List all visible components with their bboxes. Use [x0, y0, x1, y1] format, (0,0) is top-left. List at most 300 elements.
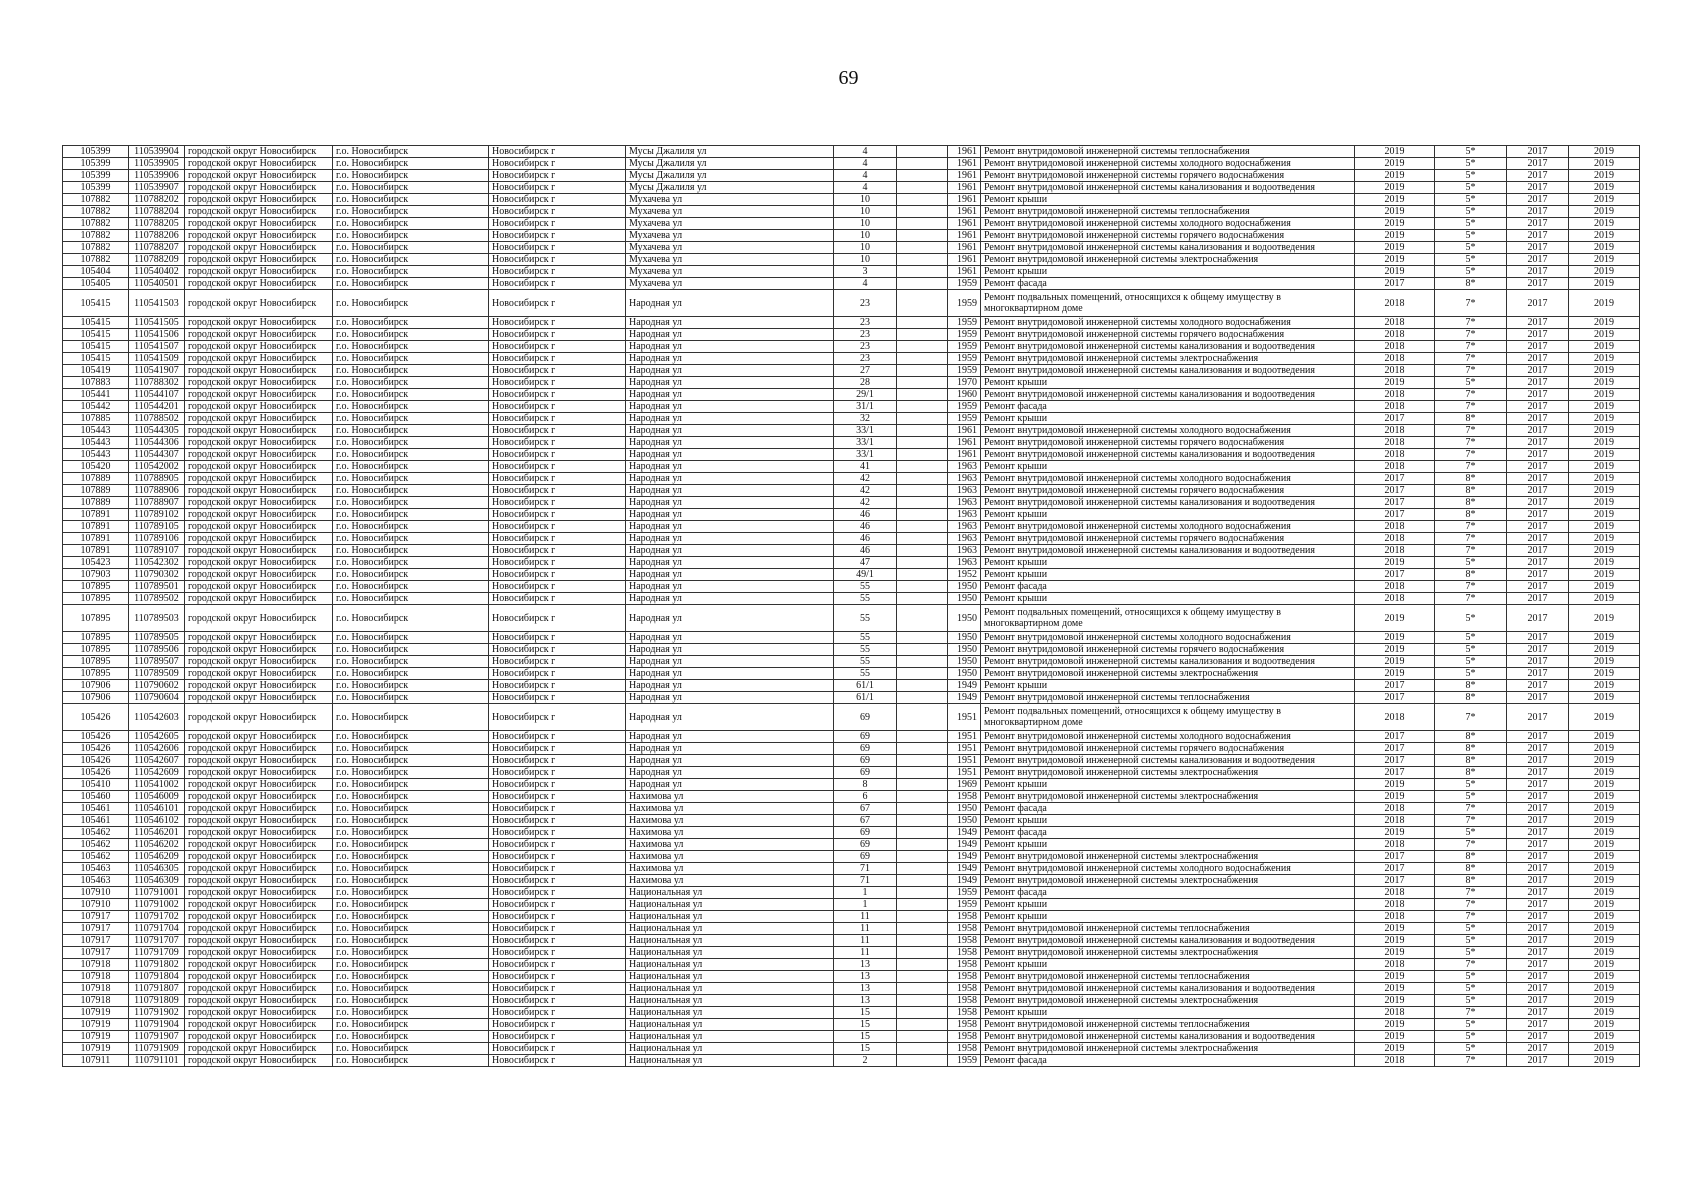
year-built-cell: 1951: [948, 704, 981, 731]
municipality-cell: г.о. Новосибирск: [333, 581, 489, 593]
municipality-cell: г.о. Новосибирск: [333, 146, 489, 158]
house-id-cell: 107919: [63, 1031, 129, 1043]
work-type-cell: Ремонт внутридомовой инженерной системы холодного водоснабжения: [981, 632, 1355, 644]
work-id-cell: 110791809: [129, 995, 185, 1007]
planned-year-cell: 2018: [1355, 533, 1435, 545]
locality-cell: Новосибирск г: [489, 329, 626, 341]
house-number-cell: 69: [834, 767, 897, 779]
planned-year-cell: 2017: [1355, 851, 1435, 863]
planned-year-cell: 2018: [1355, 899, 1435, 911]
table-row: [63, 995, 1640, 1007]
building-cell: [897, 779, 948, 791]
street-cell: Нахимова ул: [626, 851, 834, 863]
house-number-cell: 4: [834, 146, 897, 158]
period-start-cell: 2017: [1507, 341, 1569, 353]
house-id-cell: 105420: [63, 461, 129, 473]
municipal-district-cell: городской округ Новосибирск: [185, 461, 333, 473]
building-cell: [897, 803, 948, 815]
planned-year-cell: 2019: [1355, 935, 1435, 947]
work-type-cell: Ремонт внутридомовой инженерной системы канализования и водоотведения: [981, 182, 1355, 194]
municipal-district-cell: городской округ Новосибирск: [185, 899, 333, 911]
municipal-district-cell: городской округ Новосибирск: [185, 182, 333, 194]
municipality-cell: г.о. Новосибирск: [333, 779, 489, 791]
planned-year-cell: 2017: [1355, 278, 1435, 290]
municipal-district-cell: городской округ Новосибирск: [185, 959, 333, 971]
municipality-cell: г.о. Новосибирск: [333, 497, 489, 509]
priority-cell: 7*: [1435, 803, 1507, 815]
table-row: [63, 425, 1640, 437]
priority-cell: 7*: [1435, 533, 1507, 545]
municipality-cell: г.о. Новосибирск: [333, 437, 489, 449]
municipality-cell: г.о. Новосибирск: [333, 158, 489, 170]
house-id-cell: 107895: [63, 605, 129, 632]
period-end-cell: 2019: [1569, 413, 1640, 425]
municipal-district-cell: городской округ Новосибирск: [185, 851, 333, 863]
table-row: [63, 656, 1640, 668]
table-row: [63, 815, 1640, 827]
work-id-cell: 110791904: [129, 1019, 185, 1031]
locality-cell: Новосибирск г: [489, 1055, 626, 1067]
street-cell: Народная ул: [626, 509, 834, 521]
table-row: [63, 401, 1640, 413]
street-cell: Народная ул: [626, 755, 834, 767]
locality-cell: Новосибирск г: [489, 875, 626, 887]
municipality-cell: г.о. Новосибирск: [333, 743, 489, 755]
municipality-cell: г.о. Новосибирск: [333, 557, 489, 569]
house-id-cell: 107917: [63, 947, 129, 959]
municipality-cell: г.о. Новосибирск: [333, 170, 489, 182]
year-built-cell: 1949: [948, 863, 981, 875]
period-start-cell: 2017: [1507, 1007, 1569, 1019]
table-row: [63, 827, 1640, 839]
work-type-cell: Ремонт крыши: [981, 779, 1355, 791]
municipal-district-cell: городской округ Новосибирск: [185, 557, 333, 569]
priority-cell: 7*: [1435, 401, 1507, 413]
municipality-cell: г.о. Новосибирск: [333, 983, 489, 995]
building-cell: [897, 692, 948, 704]
priority-cell: 8*: [1435, 851, 1507, 863]
year-built-cell: 1963: [948, 461, 981, 473]
house-id-cell: 105415: [63, 353, 129, 365]
municipal-district-cell: городской округ Новосибирск: [185, 533, 333, 545]
municipality-cell: г.о. Новосибирск: [333, 899, 489, 911]
house-id-cell: 105426: [63, 704, 129, 731]
house-id-cell: 105405: [63, 278, 129, 290]
work-id-cell: 110542609: [129, 767, 185, 779]
locality-cell: Новосибирск г: [489, 389, 626, 401]
year-built-cell: 1959: [948, 899, 981, 911]
work-id-cell: 110788905: [129, 473, 185, 485]
street-cell: Национальная ул: [626, 1031, 834, 1043]
period-end-cell: 2019: [1569, 485, 1640, 497]
period-start-cell: 2017: [1507, 743, 1569, 755]
house-id-cell: 107919: [63, 1043, 129, 1055]
house-number-cell: 69: [834, 827, 897, 839]
planned-year-cell: 2017: [1355, 767, 1435, 779]
house-id-cell: 107889: [63, 485, 129, 497]
work-type-cell: Ремонт внутридомовой инженерной системы холодного водоснабжения: [981, 317, 1355, 329]
table-row: [63, 497, 1640, 509]
period-start-cell: 2017: [1507, 668, 1569, 680]
work-id-cell: 110791001: [129, 887, 185, 899]
street-cell: Нахимова ул: [626, 791, 834, 803]
work-type-cell: Ремонт внутридомовой инженерной системы канализования и водоотведения: [981, 935, 1355, 947]
priority-cell: 7*: [1435, 437, 1507, 449]
planned-year-cell: 2017: [1355, 509, 1435, 521]
street-cell: Национальная ул: [626, 887, 834, 899]
work-type-cell: Ремонт внутридомовой инженерной системы электроснабжения: [981, 995, 1355, 1007]
house-number-cell: 23: [834, 341, 897, 353]
municipality-cell: г.о. Новосибирск: [333, 509, 489, 521]
house-id-cell: 105442: [63, 401, 129, 413]
municipal-district-cell: городской округ Новосибирск: [185, 1031, 333, 1043]
year-built-cell: 1961: [948, 194, 981, 206]
municipal-district-cell: городской округ Новосибирск: [185, 863, 333, 875]
planned-year-cell: 2018: [1355, 959, 1435, 971]
planned-year-cell: 2018: [1355, 329, 1435, 341]
building-cell: [897, 1055, 948, 1067]
municipality-cell: г.о. Новосибирск: [333, 839, 489, 851]
street-cell: Народная ул: [626, 632, 834, 644]
table-row: [63, 377, 1640, 389]
house-id-cell: 105443: [63, 437, 129, 449]
year-built-cell: 1949: [948, 692, 981, 704]
house-number-cell: 10: [834, 218, 897, 230]
table-row: [63, 485, 1640, 497]
work-id-cell: 110788209: [129, 254, 185, 266]
period-start-cell: 2017: [1507, 509, 1569, 521]
municipal-district-cell: городской округ Новосибирск: [185, 791, 333, 803]
locality-cell: Новосибирск г: [489, 839, 626, 851]
planned-year-cell: 2018: [1355, 1055, 1435, 1067]
house-id-cell: 107910: [63, 887, 129, 899]
work-id-cell: 110542605: [129, 731, 185, 743]
house-id-cell: 105443: [63, 449, 129, 461]
municipal-district-cell: городской округ Новосибирск: [185, 605, 333, 632]
table-row: [63, 899, 1640, 911]
house-id-cell: 107882: [63, 206, 129, 218]
street-cell: Народная ул: [626, 377, 834, 389]
table-row: [63, 290, 1640, 317]
municipal-district-cell: городской округ Новосибирск: [185, 911, 333, 923]
house-number-cell: 71: [834, 863, 897, 875]
street-cell: Национальная ул: [626, 971, 834, 983]
house-number-cell: 31/1: [834, 401, 897, 413]
table-row: [63, 704, 1640, 731]
municipal-district-cell: городской округ Новосибирск: [185, 632, 333, 644]
building-cell: [897, 437, 948, 449]
locality-cell: Новосибирск г: [489, 692, 626, 704]
work-id-cell: 110542607: [129, 755, 185, 767]
work-type-cell: Ремонт внутридомовой инженерной системы электроснабжения: [981, 791, 1355, 803]
priority-cell: 7*: [1435, 581, 1507, 593]
street-cell: Национальная ул: [626, 959, 834, 971]
house-id-cell: 105441: [63, 389, 129, 401]
year-built-cell: 1969: [948, 779, 981, 791]
planned-year-cell: 2017: [1355, 863, 1435, 875]
work-id-cell: 110546305: [129, 863, 185, 875]
municipal-district-cell: городской округ Новосибирск: [185, 731, 333, 743]
table-row: [63, 887, 1640, 899]
period-start-cell: 2017: [1507, 182, 1569, 194]
house-number-cell: 4: [834, 182, 897, 194]
municipal-district-cell: городской округ Новосибирск: [185, 779, 333, 791]
year-built-cell: 1958: [948, 791, 981, 803]
building-cell: [897, 632, 948, 644]
planned-year-cell: 2019: [1355, 983, 1435, 995]
year-built-cell: 1961: [948, 218, 981, 230]
municipality-cell: г.о. Новосибирск: [333, 473, 489, 485]
municipality-cell: г.о. Новосибирск: [333, 266, 489, 278]
period-end-cell: 2019: [1569, 803, 1640, 815]
house-id-cell: 107918: [63, 971, 129, 983]
period-end-cell: 2019: [1569, 743, 1640, 755]
house-number-cell: 10: [834, 242, 897, 254]
planned-year-cell: 2017: [1355, 569, 1435, 581]
priority-cell: 7*: [1435, 290, 1507, 317]
municipality-cell: г.о. Новосибирск: [333, 218, 489, 230]
municipality-cell: г.о. Новосибирск: [333, 656, 489, 668]
street-cell: Народная ул: [626, 401, 834, 413]
municipal-district-cell: городской округ Новосибирск: [185, 827, 333, 839]
planned-year-cell: 2018: [1355, 803, 1435, 815]
locality-cell: Новосибирск г: [489, 146, 626, 158]
work-type-cell: Ремонт внутридомовой инженерной системы электроснабжения: [981, 254, 1355, 266]
priority-cell: 5*: [1435, 923, 1507, 935]
municipal-district-cell: городской округ Новосибирск: [185, 644, 333, 656]
house-number-cell: 69: [834, 839, 897, 851]
municipality-cell: г.о. Новосибирск: [333, 425, 489, 437]
house-number-cell: 13: [834, 983, 897, 995]
period-start-cell: 2017: [1507, 947, 1569, 959]
house-number-cell: 13: [834, 971, 897, 983]
locality-cell: Новосибирск г: [489, 668, 626, 680]
work-id-cell: 110791707: [129, 935, 185, 947]
period-end-cell: 2019: [1569, 329, 1640, 341]
house-id-cell: 107891: [63, 509, 129, 521]
house-id-cell: 105461: [63, 803, 129, 815]
period-start-cell: 2017: [1507, 923, 1569, 935]
locality-cell: Новосибирск г: [489, 731, 626, 743]
work-type-cell: Ремонт крыши: [981, 839, 1355, 851]
period-start-cell: 2017: [1507, 569, 1569, 581]
house-id-cell: 105426: [63, 743, 129, 755]
house-number-cell: 55: [834, 644, 897, 656]
municipal-district-cell: городской округ Новосибирск: [185, 437, 333, 449]
house-number-cell: 61/1: [834, 692, 897, 704]
year-built-cell: 1961: [948, 242, 981, 254]
planned-year-cell: 2019: [1355, 1043, 1435, 1055]
period-end-cell: 2019: [1569, 779, 1640, 791]
priority-cell: 5*: [1435, 206, 1507, 218]
table-row: [63, 1031, 1640, 1043]
repair-program-table: [62, 145, 1640, 1067]
period-end-cell: 2019: [1569, 521, 1640, 533]
priority-cell: 5*: [1435, 983, 1507, 995]
house-id-cell: 107889: [63, 473, 129, 485]
period-start-cell: 2017: [1507, 545, 1569, 557]
municipality-cell: г.о. Новосибирск: [333, 692, 489, 704]
work-type-cell: Ремонт фасада: [981, 581, 1355, 593]
priority-cell: 7*: [1435, 1055, 1507, 1067]
street-cell: Народная ул: [626, 341, 834, 353]
building-cell: [897, 935, 948, 947]
period-end-cell: 2019: [1569, 593, 1640, 605]
work-id-cell: 110540402: [129, 266, 185, 278]
planned-year-cell: 2017: [1355, 413, 1435, 425]
year-built-cell: 1959: [948, 401, 981, 413]
house-id-cell: 105415: [63, 317, 129, 329]
municipal-district-cell: городской округ Новосибирск: [185, 425, 333, 437]
year-built-cell: 1961: [948, 146, 981, 158]
year-built-cell: 1961: [948, 170, 981, 182]
planned-year-cell: 2018: [1355, 461, 1435, 473]
work-id-cell: 110791002: [129, 899, 185, 911]
work-type-cell: Ремонт внутридомовой инженерной системы канализования и водоотведения: [981, 242, 1355, 254]
period-end-cell: 2019: [1569, 353, 1640, 365]
work-id-cell: 110791907: [129, 1031, 185, 1043]
period-start-cell: 2017: [1507, 206, 1569, 218]
period-start-cell: 2017: [1507, 389, 1569, 401]
work-type-cell: Ремонт внутридомовой инженерной системы горячего водоснабжения: [981, 230, 1355, 242]
building-cell: [897, 569, 948, 581]
period-start-cell: 2017: [1507, 485, 1569, 497]
street-cell: Национальная ул: [626, 923, 834, 935]
house-number-cell: 46: [834, 521, 897, 533]
period-end-cell: 2019: [1569, 959, 1640, 971]
planned-year-cell: 2019: [1355, 644, 1435, 656]
municipal-district-cell: городской округ Новосибирск: [185, 704, 333, 731]
municipality-cell: г.о. Новосибирск: [333, 278, 489, 290]
locality-cell: Новосибирск г: [489, 887, 626, 899]
street-cell: Народная ул: [626, 743, 834, 755]
period-end-cell: 2019: [1569, 1019, 1640, 1031]
period-end-cell: 2019: [1569, 389, 1640, 401]
locality-cell: Новосибирск г: [489, 995, 626, 1007]
work-type-cell: Ремонт внутридомовой инженерной системы горячего водоснабжения: [981, 329, 1355, 341]
period-start-cell: 2017: [1507, 983, 1569, 995]
building-cell: [897, 668, 948, 680]
building-cell: [897, 377, 948, 389]
work-id-cell: 110791909: [129, 1043, 185, 1055]
street-cell: Мухачева ул: [626, 230, 834, 242]
house-id-cell: 105399: [63, 158, 129, 170]
house-number-cell: 3: [834, 266, 897, 278]
street-cell: Народная ул: [626, 668, 834, 680]
street-cell: Народная ул: [626, 692, 834, 704]
municipality-cell: г.о. Новосибирск: [333, 1043, 489, 1055]
table-row: [63, 413, 1640, 425]
table-row: [63, 557, 1640, 569]
municipality-cell: г.о. Новосибирск: [333, 827, 489, 839]
municipality-cell: г.о. Новосибирск: [333, 329, 489, 341]
municipality-cell: г.о. Новосибирск: [333, 668, 489, 680]
work-type-cell: Ремонт внутридомовой инженерной системы теплоснабжения: [981, 206, 1355, 218]
municipality-cell: г.о. Новосибирск: [333, 971, 489, 983]
planned-year-cell: 2019: [1355, 947, 1435, 959]
planned-year-cell: 2019: [1355, 194, 1435, 206]
period-start-cell: 2017: [1507, 401, 1569, 413]
work-id-cell: 110791702: [129, 911, 185, 923]
period-start-cell: 2017: [1507, 1031, 1569, 1043]
table-row: [63, 593, 1640, 605]
period-start-cell: 2017: [1507, 767, 1569, 779]
house-id-cell: 105399: [63, 170, 129, 182]
planned-year-cell: 2019: [1355, 146, 1435, 158]
period-end-cell: 2019: [1569, 242, 1640, 254]
priority-cell: 7*: [1435, 425, 1507, 437]
year-built-cell: 1963: [948, 473, 981, 485]
municipal-district-cell: городской округ Новосибирск: [185, 206, 333, 218]
locality-cell: Новосибирск г: [489, 230, 626, 242]
table-row: [63, 449, 1640, 461]
period-start-cell: 2017: [1507, 230, 1569, 242]
work-type-cell: Ремонт внутридомовой инженерной системы горячего водоснабжения: [981, 743, 1355, 755]
house-number-cell: 55: [834, 605, 897, 632]
municipality-cell: г.о. Новосибирск: [333, 935, 489, 947]
municipality-cell: г.о. Новосибирск: [333, 875, 489, 887]
work-type-cell: Ремонт внутридомовой инженерной системы горячего водоснабжения: [981, 644, 1355, 656]
work-type-cell: Ремонт внутридомовой инженерной системы горячего водоснабжения: [981, 533, 1355, 545]
building-cell: [897, 581, 948, 593]
municipality-cell: г.о. Новосибирск: [333, 947, 489, 959]
house-number-cell: 42: [834, 473, 897, 485]
period-start-cell: 2017: [1507, 242, 1569, 254]
period-start-cell: 2017: [1507, 692, 1569, 704]
period-start-cell: 2017: [1507, 995, 1569, 1007]
table-row: [63, 278, 1640, 290]
planned-year-cell: 2019: [1355, 242, 1435, 254]
work-id-cell: 110791902: [129, 1007, 185, 1019]
house-number-cell: 11: [834, 923, 897, 935]
building-cell: [897, 947, 948, 959]
house-id-cell: 105404: [63, 266, 129, 278]
house-number-cell: 6: [834, 791, 897, 803]
period-start-cell: 2017: [1507, 581, 1569, 593]
house-number-cell: 11: [834, 947, 897, 959]
locality-cell: Новосибирск г: [489, 218, 626, 230]
house-id-cell: 105415: [63, 341, 129, 353]
work-id-cell: 110789503: [129, 605, 185, 632]
street-cell: Народная ул: [626, 389, 834, 401]
building-cell: [897, 983, 948, 995]
period-end-cell: 2019: [1569, 497, 1640, 509]
period-end-cell: 2019: [1569, 839, 1640, 851]
locality-cell: Новосибирск г: [489, 158, 626, 170]
priority-cell: 5*: [1435, 656, 1507, 668]
table-row: [63, 317, 1640, 329]
house-id-cell: 105410: [63, 779, 129, 791]
table-row: [63, 158, 1640, 170]
house-id-cell: 105415: [63, 290, 129, 317]
work-type-cell: Ремонт внутридомовой инженерной системы канализования и водоотведения: [981, 983, 1355, 995]
municipal-district-cell: городской округ Новосибирск: [185, 680, 333, 692]
table-row: [63, 668, 1640, 680]
house-number-cell: 15: [834, 1019, 897, 1031]
priority-cell: 8*: [1435, 863, 1507, 875]
priority-cell: 5*: [1435, 182, 1507, 194]
year-built-cell: 1960: [948, 389, 981, 401]
priority-cell: 5*: [1435, 1031, 1507, 1043]
priority-cell: 5*: [1435, 170, 1507, 182]
work-id-cell: 110790604: [129, 692, 185, 704]
locality-cell: Новосибирск г: [489, 803, 626, 815]
building-cell: [897, 413, 948, 425]
street-cell: Народная ул: [626, 779, 834, 791]
municipal-district-cell: городской округ Новосибирск: [185, 935, 333, 947]
house-number-cell: 55: [834, 668, 897, 680]
work-type-cell: Ремонт подвальных помещений, относящихся к общему имуществу в многоквартирном доме: [981, 704, 1355, 731]
